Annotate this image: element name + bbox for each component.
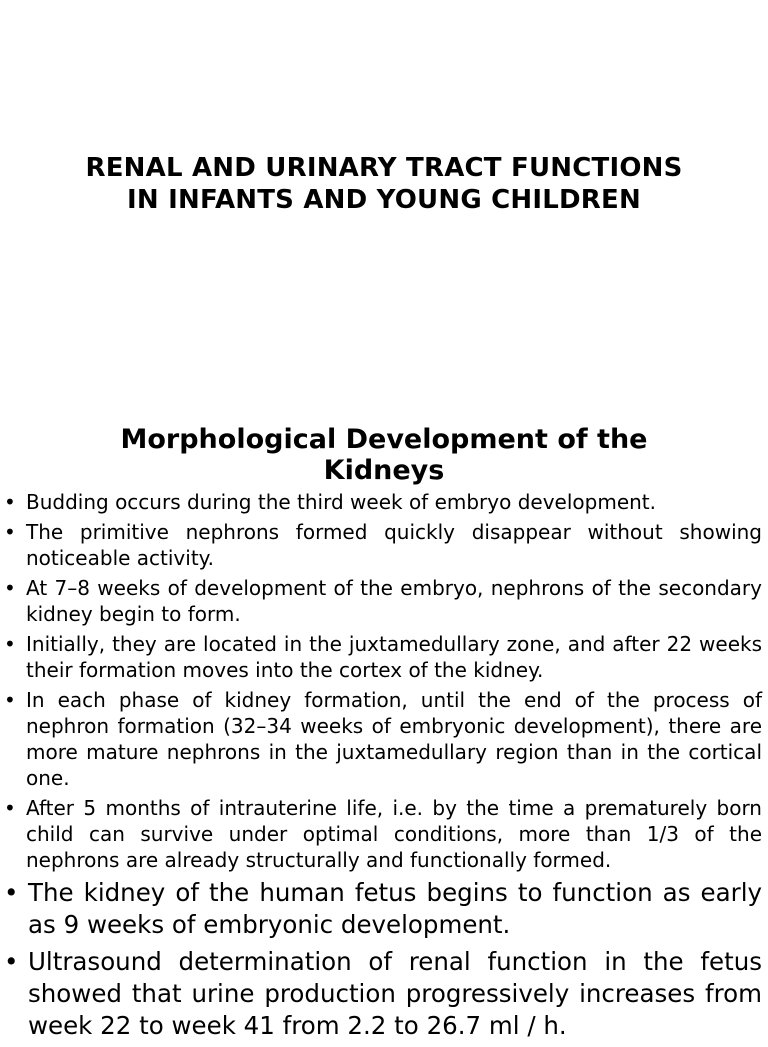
- bullet-text: Budding occurs during the third week of embryo development.: [26, 490, 656, 514]
- slide-title-line-1: RENAL AND URINARY TRACT FUNCTIONS: [85, 153, 683, 183]
- bullet-dot-icon: •: [4, 947, 19, 976]
- bullet-dot-icon: •: [4, 632, 16, 656]
- bullet-item: [4, 687, 762, 791]
- bullet-item: [4, 575, 762, 627]
- bullet-text: At 7–8 weeks of development of the embryo, nephrons of the secondary kidney begin to form.: [26, 576, 762, 626]
- bullet-dot-icon: •: [4, 520, 16, 544]
- bullet-dot-icon: •: [4, 796, 16, 820]
- content-slide: [0, 424, 768, 1040]
- slide-title: [0, 152, 768, 216]
- bullet-text: In each phase of kidney formation, until the end of the process of nephron formation (32–34 weeks of embryonic development), there are more mature nephrons in the juxtamedullary region than in the cortical one.: [26, 688, 762, 790]
- bullet-text: Initially, they are located in the juxtamedullary zone, and after 22 weeks their formation moves into the cortex of the kidney.: [26, 632, 762, 682]
- bullet-text: The primitive nephrons formed quickly disappear without showing noticeable activity.: [26, 520, 762, 570]
- bullet-list: [4, 489, 762, 1047]
- bullet-text: Ultrasound determination of renal function in the fetus showed that urine production progressively increases from week 22 to week 41 from 2.2 to 26.7 ml / h.: [28, 947, 762, 1040]
- section-heading: [0, 424, 768, 486]
- bullet-dot-icon: •: [4, 490, 16, 514]
- bullet-item: [4, 877, 762, 941]
- bullet-dot-icon: •: [4, 688, 16, 712]
- section-heading-line-1: Morphological Development of the: [120, 424, 648, 455]
- title-slide: [0, 0, 768, 432]
- section-heading-line-2: Kidneys: [323, 455, 445, 486]
- bullet-item: [4, 795, 762, 873]
- bullet-dot-icon: •: [4, 576, 16, 600]
- bullet-item: [4, 489, 762, 515]
- bullet-dot-icon: •: [4, 878, 19, 907]
- bullet-item: [4, 946, 762, 1042]
- bullet-item: [4, 519, 762, 571]
- slide-title-line-2: IN INFANTS AND YOUNG CHILDREN: [127, 185, 641, 215]
- bullet-item: [4, 631, 762, 683]
- bullet-text: After 5 months of intrauterine life, i.e. by the time a prematurely born child can survive under optimal conditions, more than 1/3 of the nephrons are already structurally and functionally formed.: [26, 796, 762, 872]
- bullet-text: The kidney of the human fetus begins to function as early as 9 weeks of embryonic development.: [28, 878, 762, 939]
